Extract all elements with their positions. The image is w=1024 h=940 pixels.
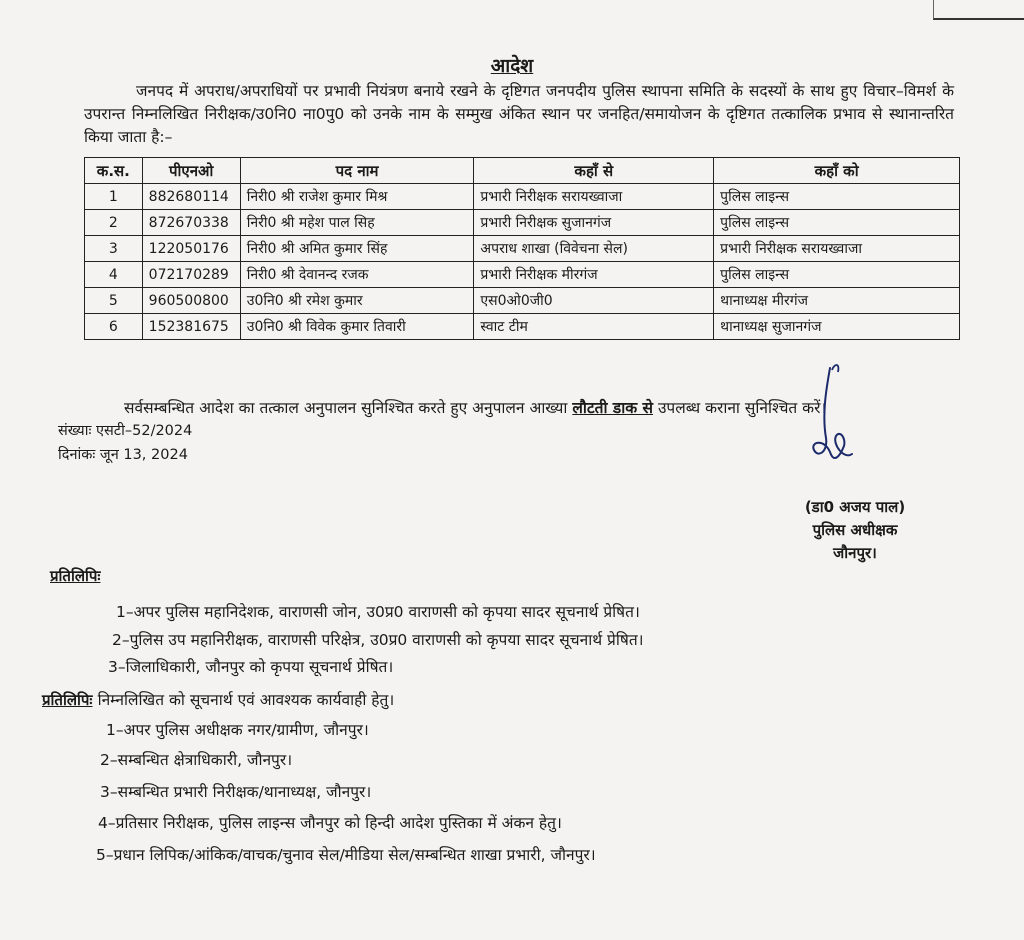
row-name: उ0नि0 श्री रमेश कुमार bbox=[240, 288, 474, 314]
header-serial: क.स. bbox=[85, 158, 143, 184]
copy-item: 3–जिलाधिकारी, जौनपुर को कृपया सूचनार्थ प्रेषित। bbox=[108, 658, 394, 676]
row-pno: 872670338 bbox=[142, 210, 240, 236]
row-pno: 960500800 bbox=[142, 288, 240, 314]
copy-item: 2–सम्बन्धित क्षेत्राधिकारी, जौनपुर। bbox=[100, 751, 293, 769]
compliance-text-before: सर्वसम्बन्धित आदेश का तत्काल अनुपालन सुनिश्चित करते हुए अनुपालन आख्या bbox=[124, 399, 568, 417]
row-to: थानाध्यक्ष मीरगंज bbox=[714, 288, 960, 314]
table-row bbox=[85, 236, 960, 262]
row-from: प्रभारी निरीक्षक सुजानगंज bbox=[474, 210, 714, 236]
page-corner-mark bbox=[933, 0, 1024, 20]
signatory-name: (डा0 अजय पाल) bbox=[804, 498, 906, 516]
table-row bbox=[85, 288, 960, 314]
reference-number: संख्याः एसटी–52/2024 bbox=[58, 423, 193, 439]
row-pno: 882680114 bbox=[142, 184, 240, 210]
header-from: कहॉं से bbox=[474, 158, 714, 184]
header-to: कहॉं को bbox=[714, 158, 960, 184]
row-name: उ0नि0 श्री विवेक कुमार तिवारी bbox=[240, 314, 474, 340]
signatory-block bbox=[770, 496, 940, 565]
row-serial: 6 bbox=[85, 314, 143, 340]
table-row bbox=[85, 184, 960, 210]
row-from: अपराध शाखा (विवेचना सेल) bbox=[474, 236, 714, 262]
row-from: एस0ओ0जी0 bbox=[474, 288, 714, 314]
row-to: पुलिस लाइन्स bbox=[714, 210, 960, 236]
row-serial: 5 bbox=[85, 288, 143, 314]
row-name: निरी0 श्री राजेश कुमार मिश्र bbox=[240, 184, 474, 210]
copy-heading-1: प्रतिलिपिः bbox=[50, 567, 101, 585]
copy-item: 1–अपर पुलिस अधीक्षक नगर/ग्रामीण, जौनपुर। bbox=[106, 721, 369, 739]
order-date: दिनांकः जून 13, 2024 bbox=[58, 447, 188, 463]
row-name: निरी0 श्री देवानन्द रजक bbox=[240, 262, 474, 288]
row-to: पुलिस लाइन्स bbox=[714, 262, 960, 288]
document-title-text: आदेश bbox=[490, 55, 534, 77]
document-title bbox=[0, 52, 1024, 78]
row-name: निरी0 श्री अमित कुमार सिंह bbox=[240, 236, 474, 262]
signatory-designation: पुलिस अधीक्षक bbox=[812, 521, 898, 539]
header-pno: पीएनओ bbox=[142, 158, 240, 184]
row-name: निरी0 श्री महेश पाल सिह bbox=[240, 210, 474, 236]
signature-image bbox=[800, 360, 870, 490]
row-serial: 3 bbox=[85, 236, 143, 262]
copy-item: 5–प्रधान लिपिक/आंकिक/वाचक/चुनाव सेल/मीडिया सेल/सम्बन्धित शाखा प्रभारी, जौनपुर। bbox=[96, 846, 596, 864]
row-pno: 122050176 bbox=[142, 236, 240, 262]
copy-item: 1–अपर पुलिस महानिदेशक, वाराणसी जोन, उ0प्र0 वाराणसी को कृपया सादर सूचनार्थ प्रेषित। bbox=[116, 603, 640, 621]
row-from: स्वाट टीम bbox=[474, 314, 714, 340]
row-to: थानाध्यक्ष सुजानगंज bbox=[714, 314, 960, 340]
row-serial: 2 bbox=[85, 210, 143, 236]
row-from: प्रभारी निरीक्षक सरायख्वाजा bbox=[474, 184, 714, 210]
row-to: प्रभारी निरीक्षक सरायख्वाजा bbox=[714, 236, 960, 262]
signatory-place: जौनपुर। bbox=[833, 544, 877, 562]
row-serial: 1 bbox=[85, 184, 143, 210]
copy-item: 4–प्रतिसार निरीक्षक, पुलिस लाइन्स जौनपुर को हिन्दी आदेश पुस्तिका में अंकन हेतु। bbox=[98, 814, 562, 832]
header-designation-name: पद नाम bbox=[240, 158, 474, 184]
table-header-row bbox=[85, 158, 960, 184]
compliance-bold-text: लौटती डाक से bbox=[572, 399, 653, 417]
table-row bbox=[85, 210, 960, 236]
compliance-text-after: उपलब्ध कराना सुनिश्चित करें। bbox=[657, 399, 827, 417]
copy-item: 3–सम्बन्धित प्रभारी निरीक्षक/थानाध्यक्ष, जौनपुर। bbox=[100, 783, 372, 801]
row-pno: 072170289 bbox=[142, 262, 240, 288]
table-row bbox=[85, 262, 960, 288]
intro-paragraph: जनपद में अपराध/अपराधियों पर प्रभावी नियंत्रण बनाये रखने के दृष्टिगत जनपदीय पुलिस स्थापना समिति के सदस्यों के साथ हुए विचार–विमर्श के उपरान्त निम्नलिखित निरीक्षक/उ0नि0 ना0पु0 को उनके नाम के सम्मुख अंकित स्थान पर जनहित/समायोजन के दृष्टिगत तत्कालिक प्रभाव से स्थानान्तरित किया जाता है:– bbox=[84, 82, 954, 146]
row-from: प्रभारी निरीक्षक मीरगंज bbox=[474, 262, 714, 288]
copy-heading-2: प्रतिलिपिः bbox=[42, 691, 93, 709]
copy-item: 2–पुलिस उप महानिरीक्षक, वाराणसी परिक्षेत्र, उ0प्र0 वाराणसी को कृपया सादर सूचनार्थ प्रेषित। bbox=[112, 631, 644, 649]
row-to: पुलिस लाइन्स bbox=[714, 184, 960, 210]
row-pno: 152381675 bbox=[142, 314, 240, 340]
transfer-table bbox=[84, 157, 960, 340]
table-row bbox=[85, 314, 960, 340]
copy-section-2-intro: निम्नलिखित को सूचनार्थ एवं आवश्यक कार्यवाही हेतु। bbox=[97, 691, 395, 709]
row-serial: 4 bbox=[85, 262, 143, 288]
copy-section-2-header bbox=[42, 688, 394, 710]
